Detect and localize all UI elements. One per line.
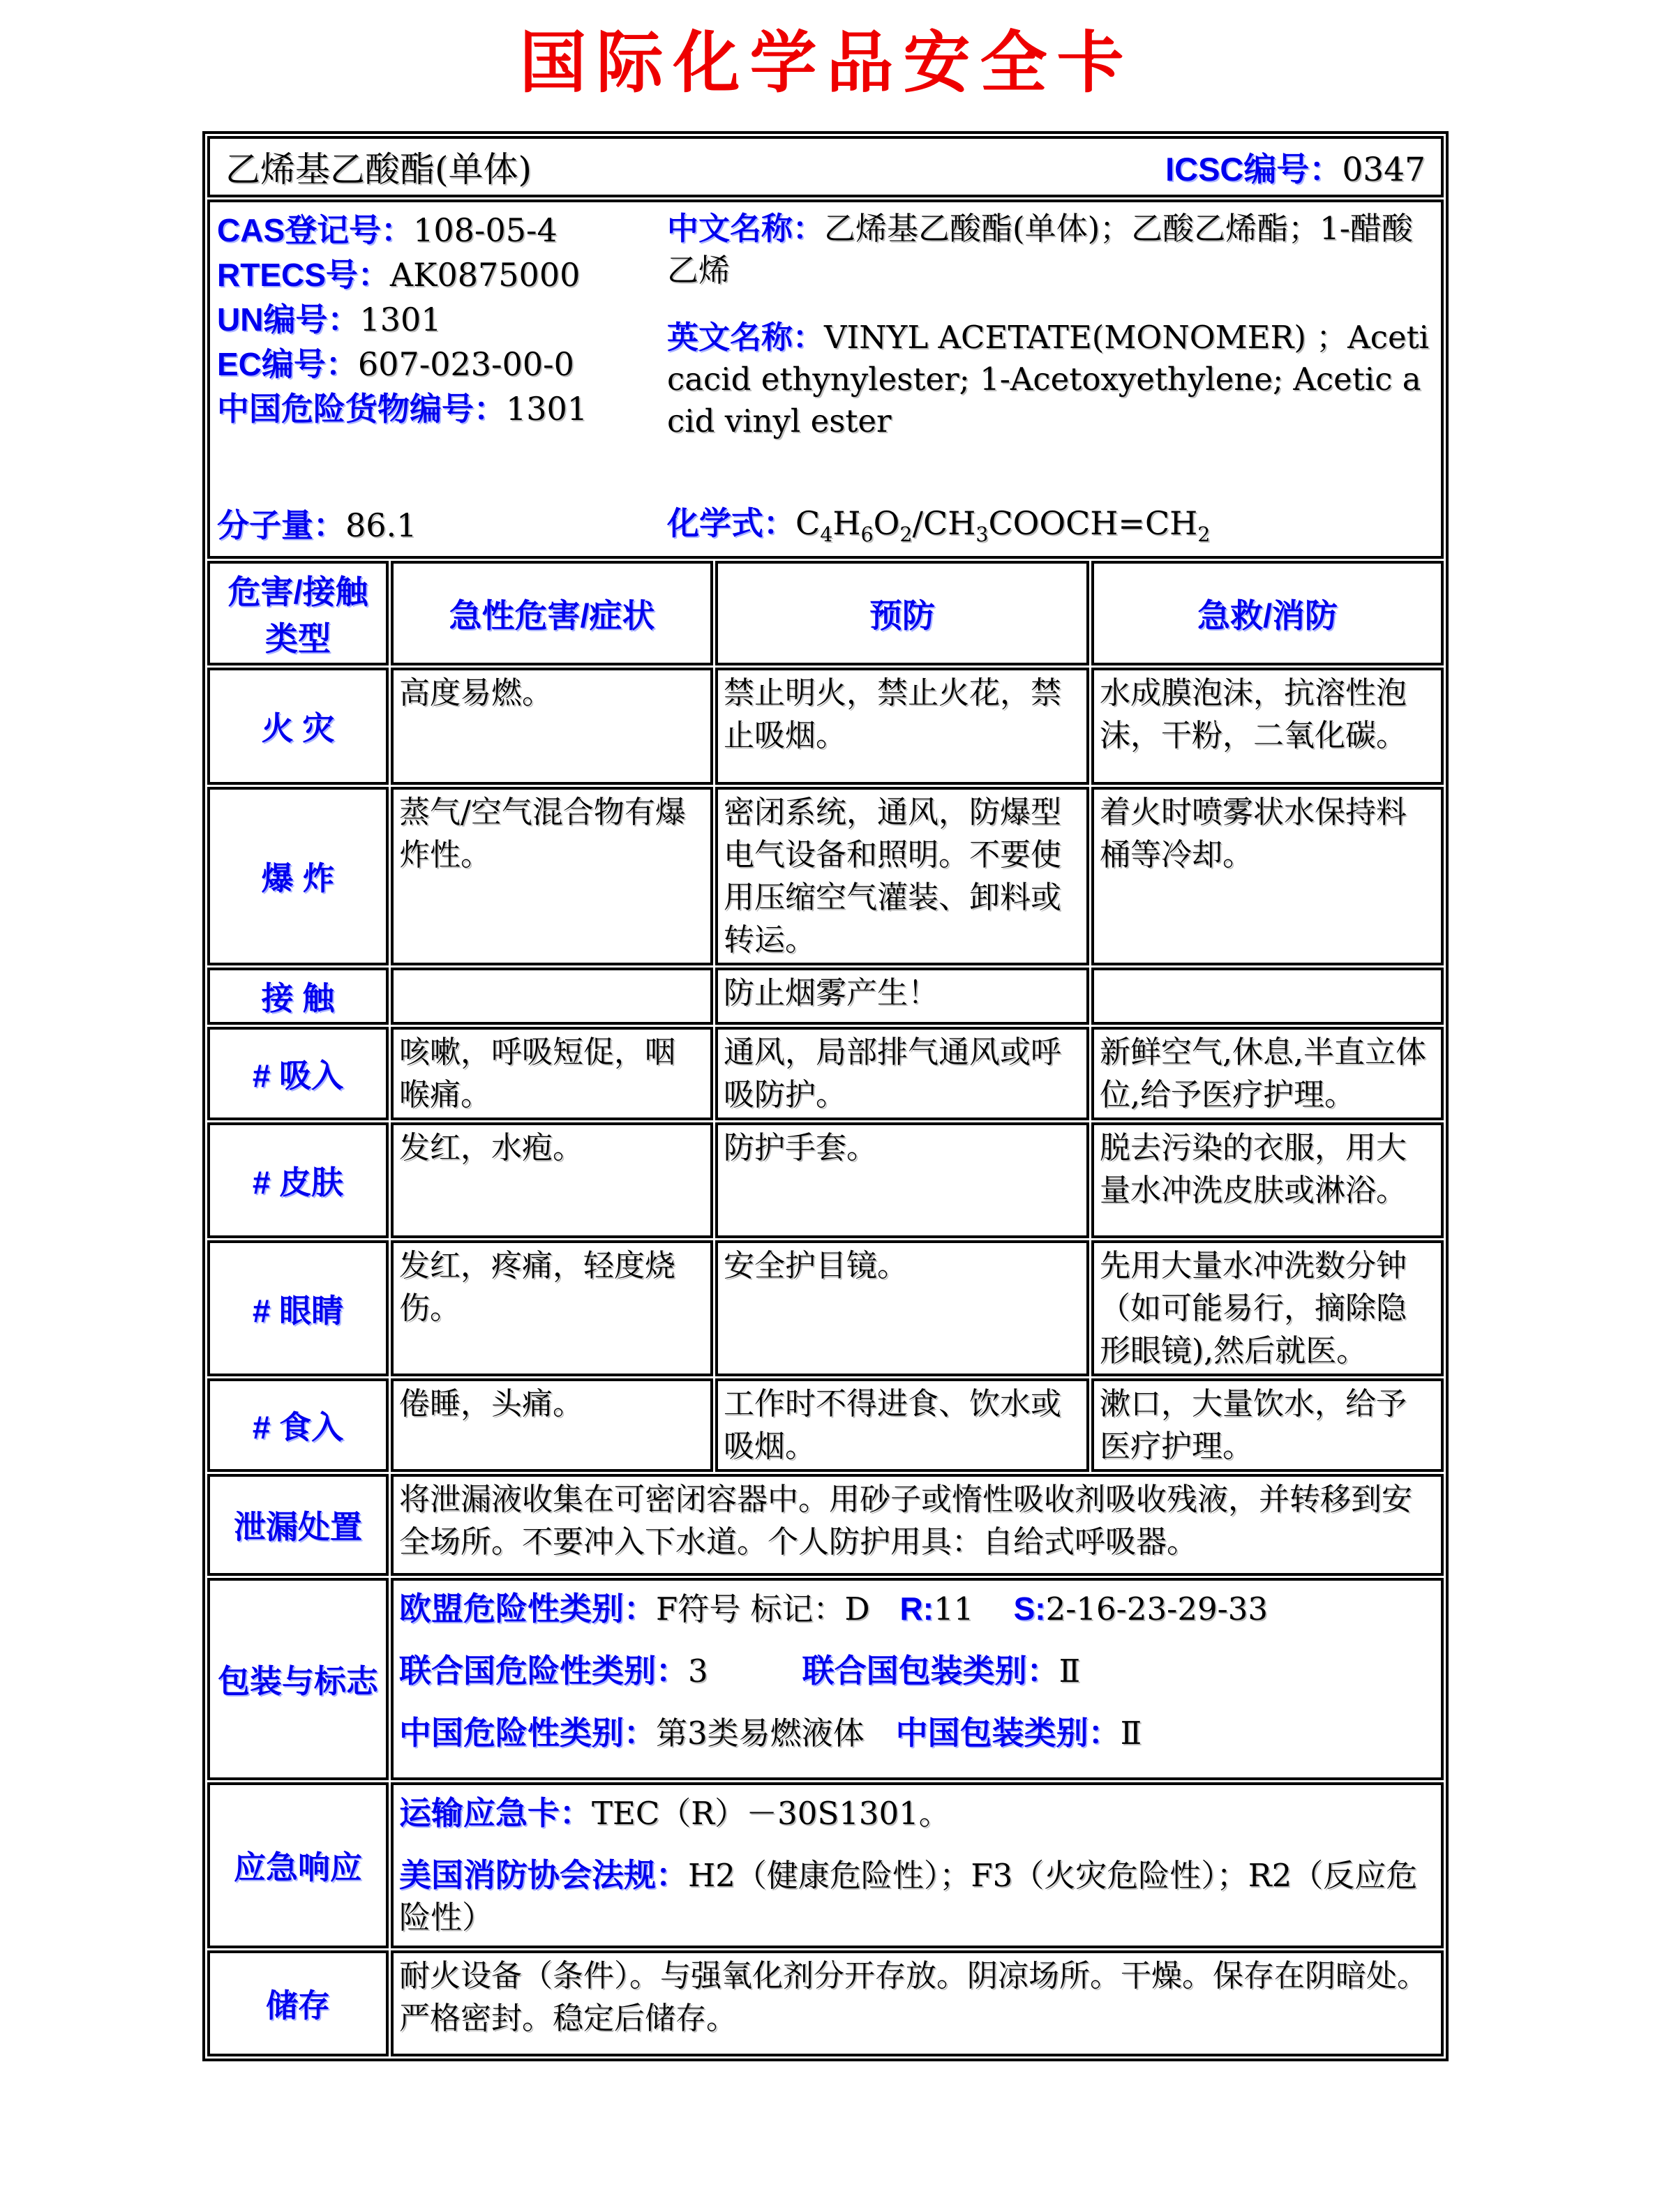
- header-prevention: 预防: [715, 561, 1089, 665]
- spill-text: 将泄漏液收集在可密闭容器中。用砂子或惰性吸收剂吸收残液，并转移到安全场所。不要冲入下水道。个人防护用具：自给式呼吸器。: [391, 1474, 1444, 1576]
- cas-number-line: [217, 208, 588, 253]
- emergency-text: [391, 1782, 1444, 1948]
- eyes-prevention: 安全护目镜。: [715, 1240, 1089, 1376]
- header-hazard-type: 危害/接触类型: [207, 561, 389, 665]
- row-label-spill: 泄漏处置: [207, 1474, 389, 1576]
- chemical-formula-label: 化学式：: [667, 504, 795, 541]
- table-row-spill: [207, 1474, 1444, 1576]
- eyes-firstaid: 先用大量水冲洗数分钟（如可能易行，摘除隐形眼镜),然后就医。: [1091, 1240, 1444, 1376]
- row-label-ingestion: # 食入: [207, 1378, 389, 1472]
- emergency-nfpa-line: 美国消防协会法规：H2（健康危险性）；F3（火灾危险性）；R2（反应危险性）: [399, 1857, 1418, 1936]
- table-row-emergency: [207, 1782, 1444, 1948]
- safety-card: [202, 131, 1449, 2061]
- row-label-packaging: 包装与标志: [207, 1578, 389, 1780]
- row-label-eyes: # 眼睛: [207, 1240, 389, 1376]
- icsc-number-group: [1165, 144, 1426, 190]
- skin-prevention: 防护手套。: [715, 1122, 1089, 1238]
- explosion-prevention: 密闭系统，通风，防爆型电气设备和照明。不要使用压缩空气灌装、卸料或转运。: [715, 787, 1089, 965]
- row-label-emergency: 应急响应: [207, 1782, 389, 1948]
- ec-value: 607-023-00-0: [357, 345, 574, 383]
- table-row-fire: [207, 668, 1444, 785]
- fire-firstaid: 水成膜泡沫，抗溶性泡沫，干粉，二氧化碳。: [1091, 668, 1444, 785]
- row-label-fire: 火 灾: [207, 668, 389, 785]
- packaging-text: [391, 1578, 1444, 1780]
- inhalation-prevention: 通风，局部排气通风或呼吸防护。: [715, 1027, 1089, 1120]
- inhalation-symptoms: 咳嗽，呼吸短促，咽喉痛。: [391, 1027, 713, 1120]
- un-number-line: [217, 297, 588, 342]
- emergency-tec-line: 运输应急卡：TEC（R）－30S1301。: [399, 1795, 950, 1832]
- cas-label: CAS登记号：: [217, 212, 414, 248]
- contact-prevention: 防止烟雾产生！: [715, 968, 1089, 1025]
- inhalation-firstaid: 新鲜空气,休息,半直立体位,给予医疗护理。: [1091, 1027, 1444, 1120]
- ingestion-symptoms: 倦睡，头痛。: [391, 1378, 713, 1472]
- china-dg-label: 中国危险货物编号：: [217, 391, 506, 427]
- table-row-storage: [207, 1950, 1444, 2056]
- icsc-label: ICSC编号：: [1165, 150, 1342, 188]
- row-label-explosion: 爆 炸: [207, 787, 389, 965]
- page-title: 国际化学品安全卡: [519, 26, 1134, 100]
- card-header: [207, 136, 1444, 197]
- skin-firstaid: 脱去污染的衣服，用大量水冲洗皮肤或淋浴。: [1091, 1122, 1444, 1238]
- table-row-skin: [207, 1122, 1444, 1238]
- un-label: UN编号：: [217, 301, 360, 338]
- english-name-label: 英文名称：: [667, 319, 825, 355]
- hazard-table-header-row: [207, 561, 1444, 665]
- rtecs-number-line: [217, 253, 588, 297]
- packaging-china-line: 中国危险性类别：第3类易燃液体 中国包装类别：Ⅱ: [399, 1715, 1142, 1752]
- substance-name: 乙烯基乙酸酯(单体): [225, 149, 532, 190]
- ingestion-prevention: 工作时不得进食、饮水或吸烟。: [715, 1378, 1089, 1472]
- row-label-skin: # 皮肤: [207, 1122, 389, 1238]
- fire-symptoms: 高度易燃。: [391, 668, 713, 785]
- table-row-ingestion: [207, 1378, 1444, 1472]
- explosion-symptoms: 蒸气/空气混合物有爆炸性。: [391, 787, 713, 965]
- chinese-name: [667, 208, 1438, 292]
- table-row-packaging: [207, 1578, 1444, 1780]
- ec-label: EC编号：: [217, 346, 358, 382]
- rtecs-label: RTECS号：: [217, 257, 390, 293]
- explosion-firstaid: 着火时喷雾状水保持料桶等冷却。: [1091, 787, 1444, 965]
- substance-names: [667, 208, 1438, 442]
- table-row-inhalation: [207, 1027, 1444, 1120]
- english-name-value: VINYL ACETATE(MONOMER) ；Aceticacid ethynylester; 1-Acetoxyethylene; Acetic acid vinyl ester: [667, 319, 1430, 439]
- header-firstaid: 急救/消防: [1091, 561, 1444, 665]
- molecular-weight: [217, 506, 417, 544]
- fire-prevention: 禁止明火，禁止火花，禁止吸烟。: [715, 668, 1089, 785]
- row-label-contact: 接 触: [207, 968, 389, 1025]
- icsc-value: 0347: [1342, 150, 1426, 189]
- un-value: 1301: [359, 301, 442, 338]
- table-row-eyes: [207, 1240, 1444, 1376]
- rtecs-value: AK0875000: [389, 256, 581, 294]
- china-dg-number-line: [217, 386, 588, 431]
- ec-number-line: [217, 342, 588, 386]
- registry-id-list: [217, 208, 588, 431]
- skin-symptoms: 发红，水疱。: [391, 1122, 713, 1238]
- eyes-symptoms: 发红，疼痛，轻度烧伤。: [391, 1240, 713, 1376]
- chemical-formula: [667, 498, 1210, 546]
- chemical-formula-value: $C_4H_6O_2/CH_3COOCH=CH_2$: [795, 504, 1211, 546]
- ingestion-firstaid: 漱口，大量饮水，给予医疗护理。: [1091, 1378, 1444, 1472]
- table-row-contact: [207, 968, 1444, 1025]
- row-label-storage: 储存: [207, 1950, 389, 2056]
- chinese-name-value: 乙烯基乙酸酯(单体)；乙酸乙烯酯；1-醋酸乙烯: [667, 210, 1413, 289]
- china-dg-value: 1301: [506, 390, 588, 428]
- packaging-un-line: 联合国危险性类别：3 联合国包装类别：Ⅱ: [399, 1653, 1081, 1690]
- molecular-weight-label: 分子量：: [217, 507, 345, 543]
- contact-firstaid: [1091, 968, 1444, 1025]
- row-label-inhalation: # 吸入: [207, 1027, 389, 1120]
- packaging-eu-line: 欧盟危险性类别：F符号 标记：D R:11 S:2-16-23-29-33: [399, 1590, 1269, 1627]
- storage-text: 耐火设备（条件）。与强氧化剂分开存放。阴凉场所。干燥。保存在阴暗处。严格密封。稳定后储存。: [391, 1950, 1444, 2056]
- contact-symptoms: [391, 968, 713, 1025]
- header-acute-symptoms: 急性危害/症状: [391, 561, 713, 665]
- chinese-name-label: 中文名称：: [667, 211, 825, 246]
- molecular-row: [217, 500, 1438, 546]
- table-row-explosion: [207, 787, 1444, 965]
- identification-section: [207, 200, 1444, 559]
- cas-value: 108-05-4: [413, 211, 558, 249]
- molecular-weight-value: 86.1: [345, 506, 417, 544]
- english-name: [667, 317, 1438, 442]
